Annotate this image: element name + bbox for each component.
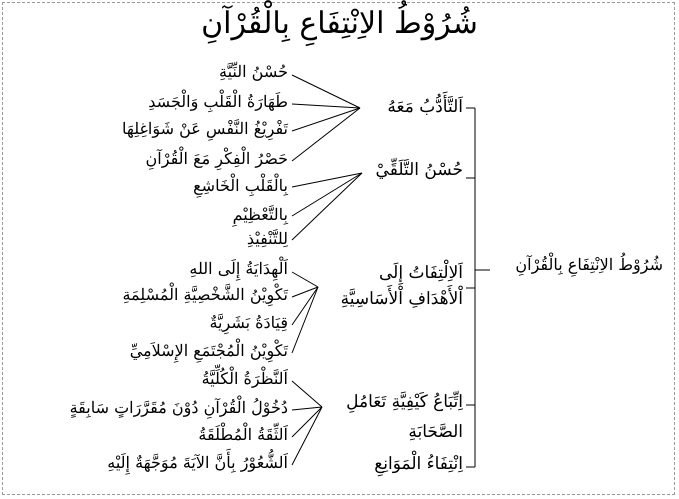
- leaf-item: حُسْنُ النِّيَّةِ: [219, 62, 288, 81]
- leaf-connector: [292, 108, 360, 131]
- leaf-item: لِلتَّنْفِيْذِ: [246, 229, 288, 248]
- leaf-item: قِيَادَةُ بَشَرِيَّةٌ: [209, 313, 288, 332]
- leaf-connector: [292, 75, 360, 108]
- leaf-connector: [292, 407, 322, 465]
- root-label: شُرُوْطُ الاِنْتِفَاعِ بِالْقُرْآنِ: [515, 255, 663, 274]
- leaf-item: حَصْرُ الْفِكْرِ مَعَ الْقُرْآنِ: [145, 149, 288, 168]
- leaf-connector: [292, 407, 322, 437]
- leaf-connector: [292, 272, 318, 287]
- leaf-item: بِالتَّعْظِيْمِ: [232, 205, 288, 224]
- leaf-item: تَكْوِيْنُ الْمُجْتَمَعِ الإِسْلاَمِيِّ: [129, 341, 288, 360]
- leaf-item: اَلنَّظْرَةُ الْكُلِّيَّةُ: [201, 369, 288, 388]
- group-label: اِنْتِفَاءُ الْمَوَانِعِ: [374, 454, 463, 474]
- leaf-item: بِالْقَلْبِ الْخَاشِعِ: [193, 176, 288, 195]
- leaf-connector: [292, 381, 322, 407]
- leaf-connector: [292, 104, 360, 108]
- group-label-line: اْلأَهْدَافِ اْلأَسَاسِيَّةِ: [340, 289, 463, 309]
- group-label-line: اَلاِلْتِفَاتُ إِلَى: [379, 263, 463, 283]
- leaf-item: تَفْرِيْغُ النَّفْسِ عَنْ شَوَاغِلِهَا: [122, 119, 288, 138]
- leaf-item: تَكْوِيْنُ الشَّخْصِيَّةِ الْمُسْلِمَةِ: [122, 285, 288, 304]
- leaf-item: اَلْهِدَايَةُ إِلَى اللهِ: [189, 259, 288, 278]
- leaf-item: اَلشُّعُوْرُ بِأَنَّ الآيَةَ مُوَجَّهَةٌ إِلَيْهِ: [107, 453, 288, 472]
- leaf-item: اَلثِّقَةُ الْمُطْلَقَةُ: [198, 425, 288, 444]
- group-label-line: اِتِّبَاعُ كَيْفِيَّةِ تَعَامُلِ: [346, 392, 463, 412]
- group-label: اَلتَّأَدُّبُ مَعَهُ: [387, 97, 463, 117]
- leaf-connector: [292, 407, 322, 410]
- leaf-item: طَهَارَةُ الْقَلْبِ وَالْجَسَدِ: [148, 92, 288, 111]
- diagram-title: شُرُوْطُ الاِنْتِفَاعِ بِالْقُرْآنِ: [201, 6, 478, 41]
- group-label: حُسْنُ التَّلَقِّيْ: [375, 160, 463, 180]
- leaf-connector: [292, 173, 362, 216]
- leaf-connector: [292, 173, 362, 240]
- leaf-item: دُخُوْلُ الْقُرْآنِ دُوْنَ مُقَرَّرَاتٍ سَابِقَةٍ: [69, 398, 288, 417]
- group-label-line: الصَّحَابَةِ: [408, 422, 463, 442]
- leaf-connector: [292, 108, 360, 161]
